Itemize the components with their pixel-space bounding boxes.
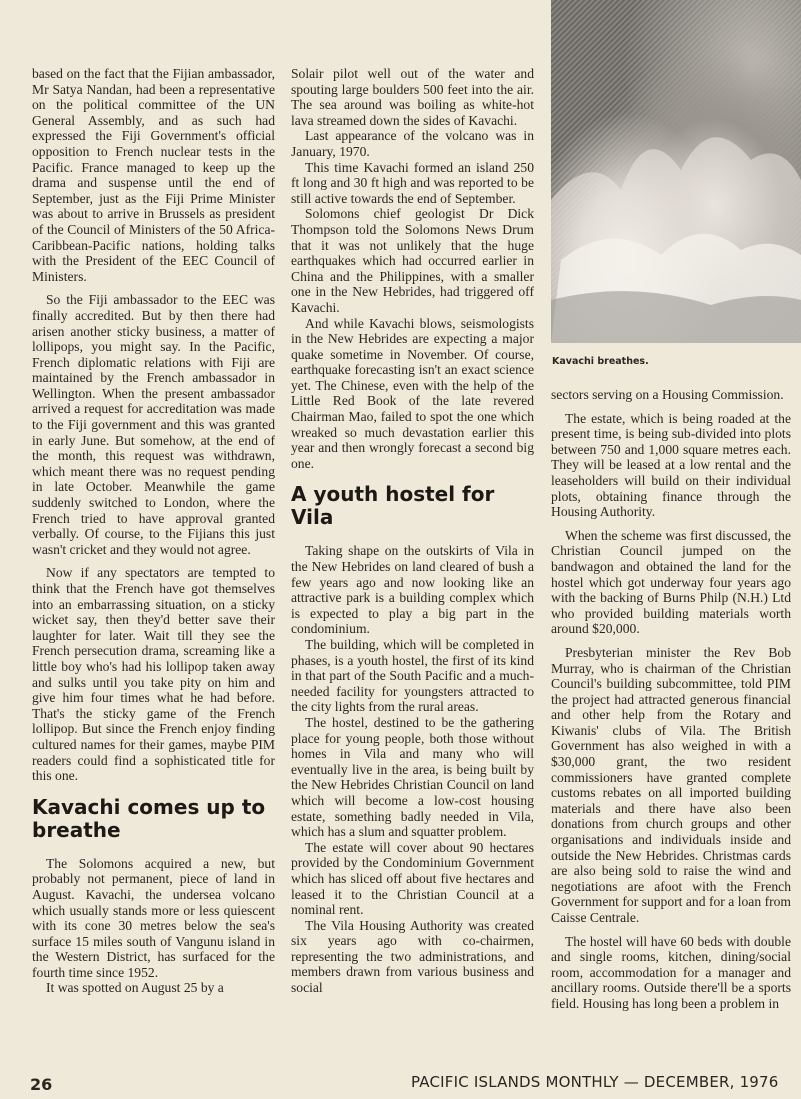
paragraph: So the Fiji ambassador to the EEC was finally accredited. But by then there had arisen another sticky business, a matter of lollipops, you might say. In the Pacific, French diplomatic relations with Fiji are maintained by the French ambassador in Wellington. When the present ambassador arrived a request for accreditation was made to the Fiji government and this was granted in early June. But somehow, at the end of the month, this request was withdrawn, which meant there was no request pending in late October. Meanwhile the game suddenly switched to London, where the French tried to have approval granted verbally. Of course, to the Fijians this just wasn't cricket and they would not agree. — [32, 292, 275, 557]
paragraph: And while Kavachi blows, seismologists in the New Hebrides are expecting a major quake sometime in November. Of course, earthquake forecasting isn't an exact science yet. The Chinese, even with the help of the Little Red Book of the late revered Chairman Mao, failed to spot the one which wreaked so much devastation earlier this year and then wrongly forecast a second big one. — [291, 315, 534, 471]
headline-youth-hostel: A youth hostel for Vila — [291, 482, 495, 530]
volcano-photo — [551, 0, 801, 343]
paragraph: Solomons chief geologist Dr Dick Thompson told the Solomons News Drum that it was not unlikely that the huge earthquakes which had occurred earlier in China and the Philippines, with a smaller one in the New Hebrides, had triggered off Kavachi. — [291, 206, 534, 315]
paragraph: The Solomons acquired a new, but probably not permanent, piece of land in August. Kavachi, the undersea volcano which usually stands more or less quiescent with its cone 30 metres below the sea's surface 15 miles south of Vangunu island in the Western District, has surfaced for the fourth time since 1952. — [32, 855, 275, 980]
paragraph: Taking shape on the outskirts of Vila in the New Hebrides on land cleared of bush a few years ago and now looking like an attractive park is a building complex which is expected to play a big part in the condominium. — [291, 543, 534, 637]
paragraph: The estate will cover about 90 hectares provided by the Condominium Government which has sliced off about five hectares and leased it to the Christian Council at a nominal rent. — [291, 839, 534, 918]
paragraph: It was spotted on August 25 by a — [46, 980, 224, 996]
paragraph: This time Kavachi formed an island 250 ft long and 30 ft high and was reported to be still active towards the end of September. — [291, 159, 534, 206]
photo-caption: Kavachi breathes. — [552, 356, 649, 367]
paragraph: When the scheme was first discussed, the Christian Council jumped on the bandwagon and obtained the land for the hostel which got underway four years ago with the backing of Burns Philp (N.H.) Ltd who provided building materials worth around $20,000. — [551, 527, 791, 637]
volcano-plume-shape — [551, 0, 801, 343]
paragraph: based on the fact that the Fijian ambassador, Mr Satya Nandan, had been a representative on the political committee of the UN General Assembly, and as such had expressed the Fiji Government's official opposition to French nuclear tests in the Pacific. France managed to keep up the drama and suspense until the end of September, just as the Fiji Prime Minister was about to arrive in Brussels as president of the Council of Ministers of the 50 Africa-Caribbean-Pacific nations, holding talks with the President of the EEC Council of Ministers. — [32, 66, 275, 284]
headline-kavachi: Kavachi comes up to breathe — [32, 794, 266, 842]
paragraph: Now if any spectators are tempted to think that the French have got themselves into an embarrassing situation, on a sticky wicket say, then they'd better save their laughter for later. Wait till they see the French persecution drama, screaming like a little boy who's had his lollipop taken away and sulks until you take pity on him and give him four times what he had before. That's the sticky game of the French lollipop. But since the French enjoy finding cultured names for their games, maybe PIM readers could find a sophisticated title for this one. — [32, 565, 275, 784]
paragraph: Last appearance of the volcano was in January, 1970. — [291, 128, 534, 159]
paragraph: The Vila Housing Authority was created six years ago with co-chairmen, representing the two administrations, and members drawn from various business and social — [291, 917, 534, 996]
article-column-3 — [551, 387, 791, 1052]
paragraph: Solair pilot well out of the water and spouting large boulders 500 feet into the air. The sea around was boiling as white-hot lava streamed down the sides of Kavachi. — [291, 66, 534, 128]
page-number: 26 — [30, 1075, 53, 1094]
magazine-footer: PACIFIC ISLANDS MONTHLY — DECEMBER, 1976 — [411, 1073, 779, 1091]
paragraph: The estate, which is being roaded at the present time, is being sub-divided into plots between 750 and 1,000 square metres each. They will be leased at a low rental and the leaseholders will build on their individual plots, obtaining finance through the Housing Authority. — [551, 410, 791, 520]
article-column-1 — [32, 66, 275, 1046]
paragraph: sectors serving on a Housing Commission. — [551, 387, 784, 402]
paragraph: Presbyterian minister the Rev Bob Murray, who is chairman of the Christian Council's building subcommittee, told PIM the project had attracted generous financial and other help from the Rotary and Kiwanis' clubs of Vila. The British Government has also weighed in with a $30,000 grant, the two resident commissioners have granted complete customs rebates on all imported building materials and there have also been donations from church groups and other organisations and individuals inside and outside the New Hebrides. Christmas cards are also being sold to raise the wind and negotiations are afoot with the French Government for support and for a loan from Caisse Centrale. — [551, 644, 791, 925]
paragraph: The hostel, destined to be the gathering place for young people, both those without homes in Vila and many who will eventually live in the area, is being built by the New Hebrides Christian Council on land which will become a low-cost housing estate, something badly needed in Vila, which has a slum and squatter problem. — [291, 714, 534, 840]
paragraph: The building, which will be completed in phases, is a youth hostel, the first of its kind in that part of the South Pacific and a much-needed facility for youngsters attracted to the city lights from the rural areas. — [291, 637, 534, 715]
article-column-2 — [291, 66, 534, 1046]
paragraph: The hostel will have 60 beds with double and single rooms, kitchen, dining/social room, accommodation for a manager and ancillary rooms. Outside there'll be a sports field. Housing has long been a problem in — [551, 933, 791, 1011]
